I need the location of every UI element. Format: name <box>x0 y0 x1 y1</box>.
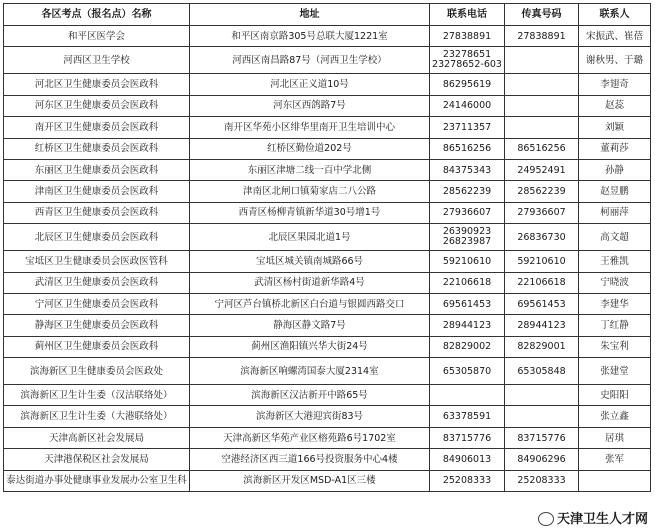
table-row <box>4 358 651 385</box>
cell-contact: 张建堂 <box>579 358 651 385</box>
cell-phone: 59210610 <box>430 251 505 272</box>
cell-address: 河东区西鸽路7号 <box>190 95 430 116</box>
cell-address: 东丽区津塘二线一百中学北侧 <box>190 159 430 180</box>
cell-fax <box>505 47 579 74</box>
header-phone: 联系电话 <box>430 4 505 26</box>
cell-site-name: 宝坻区卫生健康委员会医政医管科 <box>4 251 190 272</box>
cell-site-name: 武清区卫生健康委员会医政科 <box>4 272 190 293</box>
cell-fax: 22106618 <box>505 272 579 293</box>
cell-fax: 27936607 <box>505 202 579 223</box>
table-row <box>4 385 651 406</box>
cell-address: 蓟州区渔阳镇兴华大街24号 <box>190 336 430 357</box>
cell-address: 河西区南昌路87号（河西卫生学校） <box>190 47 430 74</box>
cell-site-name: 红桥区卫生健康委员会医政科 <box>4 138 190 159</box>
table-row <box>4 181 651 202</box>
cell-site-name: 天津港保税区社会发展局 <box>4 449 190 470</box>
cell-fax <box>505 117 579 138</box>
cell-phone: 84906013 <box>430 449 505 470</box>
exam-site-contact-table <box>3 3 651 492</box>
cell-phone: 63378591 <box>430 406 505 427</box>
header-contact: 联系人 <box>579 4 651 26</box>
table-row <box>4 470 651 491</box>
header-address: 地址 <box>190 4 430 26</box>
cell-phone: 27838891 <box>430 26 505 47</box>
cell-phone: 27936607 <box>430 202 505 223</box>
table-row <box>4 117 651 138</box>
cell-fax <box>505 74 579 95</box>
cell-phone: 23278651 23278652-603 <box>430 47 505 74</box>
cell-fax: 82829001 <box>505 336 579 357</box>
cell-site-name: 滨海新区卫生计生委（大港联络处） <box>4 406 190 427</box>
cell-contact: 柯丽萍 <box>579 202 651 223</box>
table-row <box>4 224 651 251</box>
table-header-row <box>4 4 651 26</box>
table-row <box>4 251 651 272</box>
cell-contact: 居琪 <box>579 427 651 448</box>
cell-site-name: 北辰区卫生健康委员会医政科 <box>4 224 190 251</box>
cell-site-name: 西青区卫生健康委员会医政科 <box>4 202 190 223</box>
cell-fax: 65305848 <box>505 358 579 385</box>
table-row <box>4 159 651 180</box>
cell-address: 津南区北闸口镇菊家店二八公路 <box>190 181 430 202</box>
cell-site-name: 滨海新区卫生计生委（汉沽联络处） <box>4 385 190 406</box>
cell-address: 宝坻区城关镇南城路66号 <box>190 251 430 272</box>
cell-site-name: 滨海新区卫生健康委员会医政处 <box>4 358 190 385</box>
cell-fax: 59210610 <box>505 251 579 272</box>
cell-contact: 丁红静 <box>579 315 651 336</box>
cell-phone: 28562239 <box>430 181 505 202</box>
cell-phone: 26390923 26823987 <box>430 224 505 251</box>
cell-fax <box>505 406 579 427</box>
cell-site-name: 天津高新区社会发展局 <box>4 427 190 448</box>
cell-address: 滨海新区响螺湾国泰大厦2314室 <box>190 358 430 385</box>
cell-fax: 86516256 <box>505 138 579 159</box>
cell-contact: 宋振武、崔蓓 <box>579 26 651 47</box>
table-row <box>4 427 651 448</box>
table-row <box>4 47 651 74</box>
cell-fax <box>505 95 579 116</box>
cell-address: 天津高新区华苑产业区榕苑路6号1702室 <box>190 427 430 448</box>
cell-phone: 65305870 <box>430 358 505 385</box>
table-row <box>4 74 651 95</box>
cell-fax: 25208333 <box>505 470 579 491</box>
cell-address: 静海区静文路7号 <box>190 315 430 336</box>
table-body <box>4 26 651 492</box>
watermark <box>535 508 651 527</box>
cell-contact: 朱宝利 <box>579 336 651 357</box>
table-row <box>4 336 651 357</box>
table-row <box>4 449 651 470</box>
cell-address: 南开区华苑小区绯华里南开卫生培训中心 <box>190 117 430 138</box>
table-row <box>4 138 651 159</box>
cell-site-name: 宁河区卫生健康委员会医政科 <box>4 293 190 314</box>
cell-address: 滨海新区大港迎宾街83号 <box>190 406 430 427</box>
cell-contact: 张军 <box>579 449 651 470</box>
cell-fax: 84906296 <box>505 449 579 470</box>
cell-contact: 宁晓波 <box>579 272 651 293</box>
cell-address: 空港经济区西三道166号投资服务中心4楼 <box>190 449 430 470</box>
cell-fax <box>505 385 579 406</box>
cell-contact: 刘颖 <box>579 117 651 138</box>
table-row <box>4 95 651 116</box>
cell-contact: 李翅奇 <box>579 74 651 95</box>
cell-phone: 86295619 <box>430 74 505 95</box>
cell-site-name: 蓟州区卫生健康委员会医政科 <box>4 336 190 357</box>
header-site-name: 各区考点（报名点）名称 <box>4 4 190 26</box>
header-fax: 传真号码 <box>505 4 579 26</box>
cell-site-name: 河东区卫生健康委员会医政科 <box>4 95 190 116</box>
cell-address: 河北区正义道10号 <box>190 74 430 95</box>
cell-phone: 84375343 <box>430 159 505 180</box>
cell-phone: 86516256 <box>430 138 505 159</box>
cell-address: 西青区杨柳青镇新华道30号增1号 <box>190 202 430 223</box>
table-row <box>4 315 651 336</box>
cell-phone: 25208333 <box>430 470 505 491</box>
cell-phone: 83715776 <box>430 427 505 448</box>
cell-address: 滨海新区汉沽新开中路65号 <box>190 385 430 406</box>
table-row <box>4 26 651 47</box>
cell-site-name: 河西区卫生学校 <box>4 47 190 74</box>
cell-address: 宁河区芦台镇桥北新区白台道与银圆西路交口 <box>190 293 430 314</box>
cell-site-name: 静海区卫生健康委员会医政科 <box>4 315 190 336</box>
cell-site-name: 南开区卫生健康委员会医政科 <box>4 117 190 138</box>
cell-phone: 82829002 <box>430 336 505 357</box>
cell-phone: 28944123 <box>430 315 505 336</box>
watermark-text: 天津卫生人才网 <box>556 512 648 527</box>
cell-phone <box>430 385 505 406</box>
cell-contact: 张立鑫 <box>579 406 651 427</box>
cell-address: 滨海新区开发区MSD-A1区三楼 <box>190 470 430 491</box>
cell-fax: 26836730 <box>505 224 579 251</box>
cell-site-name: 津南区卫生健康委员会医政科 <box>4 181 190 202</box>
cell-fax: 24952491 <box>505 159 579 180</box>
wechat-icon <box>538 512 554 526</box>
cell-contact: 高文超 <box>579 224 651 251</box>
cell-contact: 孙静 <box>579 159 651 180</box>
cell-site-name: 东丽区卫生健康委员会医政科 <box>4 159 190 180</box>
table-row <box>4 406 651 427</box>
cell-fax: 69561453 <box>505 293 579 314</box>
table-row <box>4 272 651 293</box>
cell-phone: 24146000 <box>430 95 505 116</box>
cell-address: 红桥区勤俭道202号 <box>190 138 430 159</box>
cell-phone: 69561453 <box>430 293 505 314</box>
cell-contact: 李建华 <box>579 293 651 314</box>
cell-fax: 28562239 <box>505 181 579 202</box>
table-row <box>4 293 651 314</box>
table-row <box>4 202 651 223</box>
cell-site-name: 泰达街道办事处健康事业发展办公室卫生科 <box>4 470 190 491</box>
cell-contact: 王雅凯 <box>579 251 651 272</box>
cell-contact: 董莉莎 <box>579 138 651 159</box>
cell-fax: 83715776 <box>505 427 579 448</box>
cell-contact: 赵昱鹏 <box>579 181 651 202</box>
cell-address: 和平区南京路305号总联大厦1221室 <box>190 26 430 47</box>
cell-contact: 谢秋男、于璐 <box>579 47 651 74</box>
cell-phone: 22106618 <box>430 272 505 293</box>
cell-contact <box>579 470 651 491</box>
cell-fax: 28944123 <box>505 315 579 336</box>
cell-fax: 27838891 <box>505 26 579 47</box>
cell-site-name: 和平区医学会 <box>4 26 190 47</box>
cell-contact: 史阳阳 <box>579 385 651 406</box>
contact-table-container <box>3 3 650 492</box>
cell-site-name: 河北区卫生健康委员会医政科 <box>4 74 190 95</box>
cell-address: 北辰区果园北道1号 <box>190 224 430 251</box>
cell-contact: 赵蕊 <box>579 95 651 116</box>
cell-address: 武清区杨村街道新华路4号 <box>190 272 430 293</box>
cell-phone: 23711357 <box>430 117 505 138</box>
